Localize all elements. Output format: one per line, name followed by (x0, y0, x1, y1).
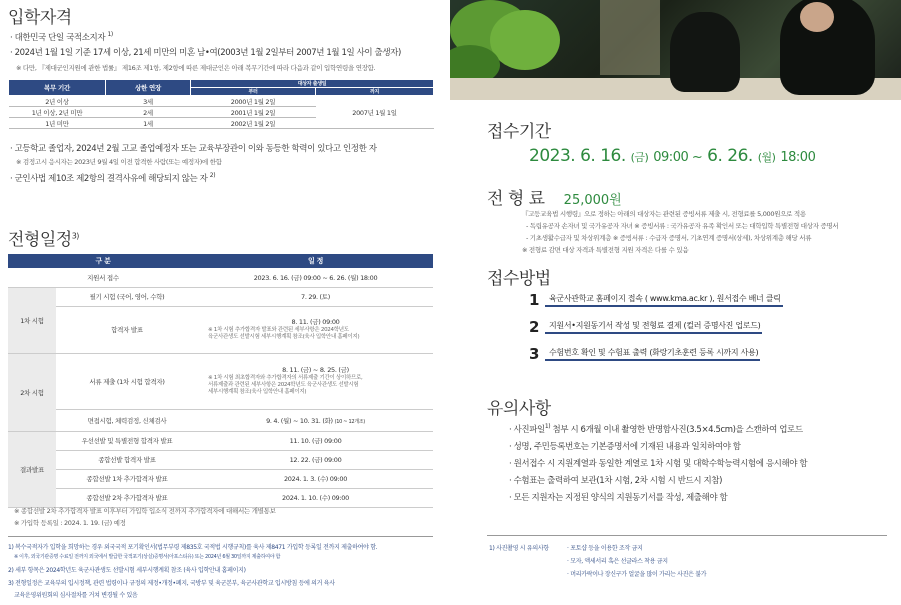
admission-bullet-education: · 고등학교 졸업자, 2024년 2월 고교 졸업예정자 또는 교육부장관이 이와 동등한 학력이 있다고 인정한 자 (10, 144, 377, 154)
table-row: 종합선발 1차 추가합격자 발표 2024. 1. 3. (수) 09:00 (8, 469, 433, 488)
notes-title: 유의사항 (487, 399, 551, 419)
th-category: 구 분 (8, 254, 198, 268)
table-row: 지원서 접수 2023. 6. 16. (금) 09:00 ~ 6. 26. (월) 18:00 (8, 268, 433, 287)
fee-row (487, 184, 622, 209)
footnote-2: 2) 세부 항목은 2024학년도 육군사관생도 선발시험 세부시행계획 참조 (육사 입학안내 홈페이지) (8, 567, 246, 574)
method-step-2: 2 지원서•지원동기서 작성 및 전형료 결제 (컬러 증명사진 업로드) (529, 318, 761, 336)
table-row: 1차 시험 필기 시험 (국어, 영어, 수학) 7. 29. (토) (8, 287, 433, 306)
method-title: 접수방법 (487, 269, 551, 289)
th-from: 부터 (191, 88, 316, 96)
table-row: 결과발표 우선선발 및 특별전형 합격자 발표 11. 10. (금) 09:00 (8, 431, 433, 450)
table-row: 종합선발 2차 추가합격자 발표 2024. 1. 10. (수) 09:00 (8, 488, 433, 507)
round1-label: 1차 시험 (8, 287, 56, 353)
notes-item-name: · 성명, 주민등록번호는 기본증명서에 기재된 내용과 일치하여야 함 (509, 442, 741, 452)
admission-bullet-age: · 2024년 1월 1일 기준 17세 이상, 21세 미만의 미혼 남•여(2003년 1월 2일부터 2007년 1월 1일 사이 출생자) (10, 48, 401, 58)
table-row: 종합선발 합격자 발표 12. 22. (금) 09:00 (8, 450, 433, 469)
th-service-period: 복무 기간 (9, 80, 106, 96)
schedule-note-additional: ※ 종합선발 2차 추가합격자 발표 이후부터 가입학 입소식 전까지 추가합격자에 대해서는 개별통보 (14, 507, 276, 515)
table-row: 면접시험, 체력검정, 신체검사 9. 4. (월) ~ 10. 31. (화) (10 ~ 12개조) (8, 409, 433, 431)
admission-title: 입학자격 (8, 8, 72, 28)
notes-item-series: · 원서접수 시 지원계열과 동일한 계열로 1차 시험 및 대학수학능력시험에 응시해야 함 (509, 459, 808, 469)
footnote-3a: 3) 전형일정은 교육부의 입시정책, 관련 법령이나 규정의 제정•개정•폐지, 국방부 및 육군본부, 육군사관학교 입시방침 등에 의거 육사 (8, 580, 335, 587)
method-step-1: 1 육군사관학교 홈페이지 접속 ( www.kma.ac.kr ), 원서접수 배너 클릭 (529, 291, 781, 309)
admission-note-ged: ※ 검정고시 응시자는 2023년 9월 4일 이전 합격한 사람(또는 예정자)에 한함 (16, 158, 222, 166)
notes-footnote-label: 1) 사진촬영 시 유의사항 (489, 545, 549, 552)
window-light (600, 0, 660, 75)
notes-footnote-item: · 포토샵 등을 이용한 조작 금지 (567, 545, 643, 552)
until-date: 2007년 1월 1일 (316, 96, 434, 129)
admission-note-veterans: ※ 다만, 『제대군인지원에 관한 법률』 제16조 제1항, 제2항에 따른 제대군인은 아래 복무기간에 따라 다음과 같이 입학연령을 연장함. (16, 64, 376, 72)
notes-footnote-divider (487, 535, 887, 536)
table-row: 1년 이상, 2년 미만 2세 2001년 1월 2일 (9, 107, 434, 118)
schedule-title: 전형일정$^{3)}$ (8, 230, 79, 250)
admission-bullet-nationality: · 대한민국 단일 국적소지자 $^{1)}$ (10, 31, 113, 43)
admission-bullet-disqualification: · 군인사법 제10조 제2항의 결격사유에 해당되지 않는 자 $^{2)}$ (10, 172, 216, 184)
result-label: 결과발표 (8, 431, 56, 507)
fee-note-3: - 기초생활수급자 및 차상위계층 ※ 증빙서류 : 수급자 증명서, 기초연계 증명서(상세), 차상위계층 해당 서류 (526, 234, 812, 242)
fee-note-1: 『고등교육법 시행령』으로 정하는 아래의 대상자는 관련된 증빙서류 제출 시, 전형료를 5,000원으로 적용 (522, 210, 806, 218)
notes-item-motivation: · 모든 지원자는 지정된 양식의 지원동기서를 작성, 제출해야 함 (509, 493, 728, 503)
footnote-divider (8, 536, 433, 537)
th-extension: 상한 연장 (106, 80, 191, 96)
fee-amount: 25,000원 (563, 193, 622, 208)
table-row: 합격자 발표 8. 11. (금) 09:00 ※ 1차 시험 추가합격자 발표와 관련된 세부사항은 2024학년도 육군사관생도 선발시험 세부시행계획 참조(육사 입학안내 홈페이지) (8, 306, 433, 353)
table-row: 2차 시험 서류 제출 (1차 시험 합격자) 8. 11. (금) ~ 8. 25. (금) ※ 1차 시험 최초합격자와 추가합격자의 서류제출 기간이 상이하므로, 서류제출과 관련된 세부사항은 2024학년도 육군사관생도 선발시험 세부시행계획 참조(육사 입학안내 홈페이지) (8, 353, 433, 409)
th-schedule: 일 정 (198, 254, 433, 268)
round2-label: 2차 시험 (8, 353, 56, 431)
th-until: 까지 (316, 88, 434, 96)
cadet-face (800, 2, 834, 32)
fee-title: 전 형 료 (487, 189, 545, 209)
cadets-photo (450, 0, 901, 100)
fee-note-2: - 독립유공자 손자녀 및 국가유공자 자녀 ※ 증빙서류 : 국가유공자 유족 확인서 또는 대학입학 특별전형 대상자 증명서 (526, 222, 839, 230)
notes-footnote-item: · 모자, 액세서리 혹은 선글라스 착용 금지 (567, 558, 668, 565)
footnote-3b: 교육운영위원회의 심사절차를 거쳐 변경될 수 있음 (14, 592, 138, 599)
notes-item-ticket: · 수험표는 출력하여 보관(1차 시험, 2차 시험 시 반드시 지참) (509, 476, 723, 486)
notes-footnote-item: · 머리카락이나 장신구가 얼굴을 많이 가리는 사진은 불가 (567, 571, 707, 578)
fee-note-4: ※ 전형료 감면 대상 자격과 특별전형 지원 자격은 다를 수 있음 (522, 246, 689, 254)
cadet-silhouette (670, 12, 740, 92)
footnote-1b: ※ 이후, 외국기관증명 수료일 전까지 외국에서 발급한 국적포기(상실)증명서(아포스티유) 또는 2024년 6월 30일까지 제출하여야 함 (14, 554, 281, 560)
table-row: 1년 미만 1세 2002년 1월 2일 (9, 118, 434, 129)
th-birth-date: 대상자 출생일 (191, 80, 434, 88)
period-title: 접수기간 (487, 122, 551, 142)
age-extension-table (8, 79, 434, 129)
notes-item-photo: · 사진파일$^{1)}$ 첨부 시 6개월 이내 촬영한 반명함사진(3.5×4.5cm)을 스캔하여 업로드 (509, 423, 803, 435)
period-dates: 2023. 6. 16. (금) 09:00 ~ 6. 26. (월) 18:00 (529, 146, 816, 166)
method-step-3: 3 수험번호 확인 및 수험표 출력 (화랑기초훈련 등록 시까지 사용) (529, 345, 759, 363)
footnote-1a: 1) 복수국적자가 입학을 희망하는 경우 외국국적 포기확인서(법무부령 제835호 국적법 시행규칙)를 육사 제8471 가입학 등록일 전까지 제출하여야 함. (8, 544, 378, 551)
plant-leaf (490, 10, 560, 70)
table-row: 2년 이상 3세 2000년 1월 2일 2007년 1월 1일 (9, 96, 434, 107)
schedule-note-registration: ※ 가입학 등록일 : 2024. 1. 19. (금) 예정 (14, 519, 126, 527)
schedule-table (8, 254, 433, 508)
